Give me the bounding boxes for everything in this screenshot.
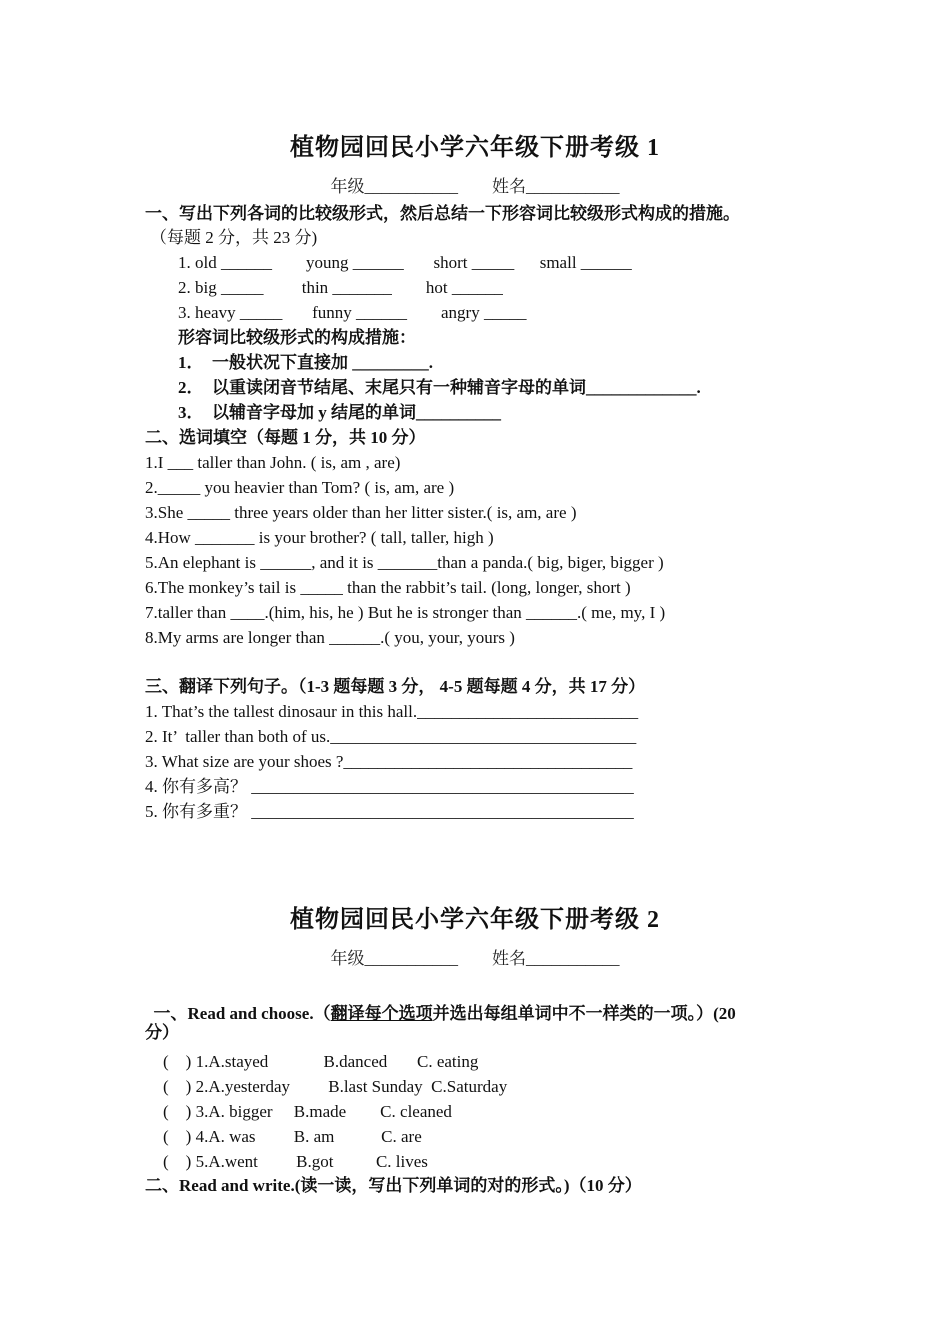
question-row: 2. big _____ thin _______ hot ______ bbox=[178, 278, 503, 297]
question-row: 1. old ______ young ______ short _____ small ______ bbox=[178, 253, 632, 272]
section-heading: 三、翻译下列句子。（1-3 题每题 3 分， 4-5 题每题 4 分，共 17 分） bbox=[145, 677, 646, 696]
question-item: 8.My arms are longer than ______.( you, your, yours ) bbox=[145, 628, 515, 647]
choice-item: ( ) 3.A. bigger B.made C. cleaned bbox=[163, 1102, 452, 1121]
section-heading: 二、Read and write.(读一读，写出下列单词的对的形式。)（10 分） bbox=[145, 1176, 642, 1195]
rule-item: 2． 以重读闭音节结尾、末尾只有一种辅音字母的单词_____________. bbox=[178, 378, 701, 397]
section-note: （每题 2 分，共 23 分) bbox=[150, 228, 318, 247]
section-heading bbox=[145, 988, 736, 1022]
question-item: 3.She _____ three years older than her litter sister.( is, am, are ) bbox=[145, 503, 577, 522]
page-title: 植物园回民小学六年级下册考级 1 bbox=[290, 135, 660, 161]
question-item: 2._____ you heavier than Tom? ( is, am, are ) bbox=[145, 478, 455, 497]
question-item: 4. 你有多高？ _____________________________________________ bbox=[145, 777, 634, 796]
heading-part: 一、Read and choose.（ bbox=[153, 1004, 331, 1023]
question-item: 5.An elephant is ______, and it is _______than a panda.( big, biger, bigger ) bbox=[145, 553, 664, 572]
choice-item: ( ) 2.A.yesterday B.last Sunday C.Saturday bbox=[163, 1077, 508, 1096]
question-item: 1. That’s the tallest dinosaur in this hall.__________________________ bbox=[145, 702, 639, 721]
question-item: 3. What size are your shoes ?__________________________________ bbox=[145, 752, 633, 771]
section-heading: 一、写出下列各词的比较级形式，然后总结一下形容词比较级形式构成的措施。 bbox=[145, 204, 740, 223]
grade-name-line: 年级___________ 姓名___________ bbox=[330, 949, 620, 968]
choice-item: ( ) 4.A. was B. am C. are bbox=[163, 1127, 422, 1146]
question-item: 5. 你有多重？ _____________________________________________ bbox=[145, 802, 634, 821]
question-item: 1.I ___ taller than John. ( is, am , are) bbox=[145, 453, 401, 472]
choice-item: ( ) 5.A.went B.got C. lives bbox=[163, 1152, 428, 1171]
rule-item: 3． 以辅音字母加 y 结尾的单词__________ bbox=[178, 403, 501, 422]
question-row: 3. heavy _____ funny ______ angry _____ bbox=[178, 303, 527, 322]
page-title: 植物园回民小学六年级下册考级 2 bbox=[290, 907, 660, 933]
rule-item: 1． 一般状况下直接加 _________. bbox=[178, 353, 433, 372]
section-heading: 二、选词填空（每题 1 分，共 10 分） bbox=[145, 428, 426, 447]
question-item: 2. It’ taller than both of us.____________________________________ bbox=[145, 727, 637, 746]
question-item: 4.How _______ is your brother? ( tall, taller, high ) bbox=[145, 528, 494, 547]
section-heading-cont: 分） bbox=[145, 1023, 179, 1042]
question-item: 6.The monkey’s tail is _____ than the rabbit’s tail. (long, longer, short ) bbox=[145, 578, 631, 597]
choice-item: ( ) 1.A.stayed B.danced C. eating bbox=[163, 1052, 479, 1071]
heading-part: 并选出每组单词中不一样类的一项。）(20 bbox=[432, 1004, 736, 1023]
heading-underlined: 翻译每个选项 bbox=[330, 1004, 433, 1023]
grade-name-line: 年级___________ 姓名___________ bbox=[330, 177, 620, 196]
question-item: 7.taller than ____.(him, his, he ) But he is stronger than ______.( me, my, I ) bbox=[145, 603, 666, 622]
rules-title: 形容词比较级形式的构成措施： bbox=[178, 328, 416, 347]
